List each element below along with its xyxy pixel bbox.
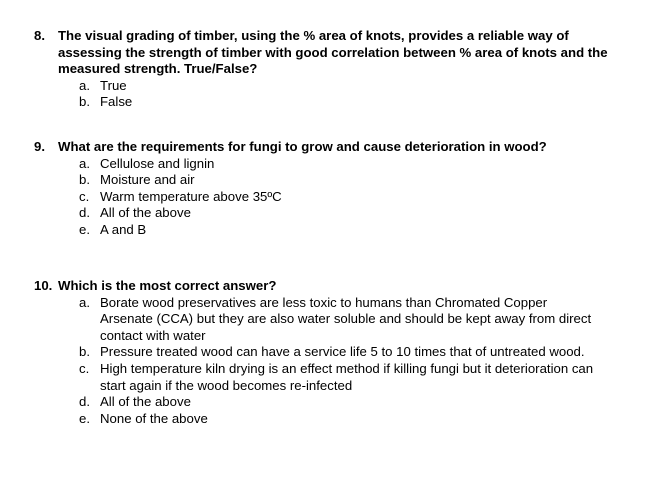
option-letter: c. bbox=[79, 188, 90, 204]
question-text: The visual grading of timber, using the % area of knots, provides a reliable way of assessing the strength of timber with good correlation between % area of knots and the measured strength. True/False? bbox=[58, 28, 608, 77]
option-b bbox=[0, 172, 650, 189]
option-text: Warm temperature above 35ºC bbox=[100, 188, 282, 204]
option-a bbox=[0, 295, 650, 345]
question-header bbox=[0, 278, 650, 295]
option-e bbox=[0, 411, 650, 428]
option-letter: e. bbox=[79, 221, 90, 237]
option-text: All of the above bbox=[100, 205, 191, 221]
option-text: None of the above bbox=[100, 410, 208, 426]
option-c bbox=[0, 361, 650, 394]
option-text: Cellulose and lignin bbox=[100, 155, 215, 171]
option-letter: b. bbox=[79, 94, 90, 110]
option-text: Pressure treated wood can have a service life 5 to 10 times that of untreated wood. bbox=[100, 344, 585, 360]
option-letter: a. bbox=[79, 294, 90, 310]
option-a bbox=[0, 78, 650, 95]
question-text: What are the requirements for fungi to grow and cause deterioration in wood? bbox=[58, 139, 547, 154]
option-d bbox=[0, 394, 650, 411]
option-letter: e. bbox=[79, 410, 90, 426]
option-letter: d. bbox=[79, 205, 90, 221]
option-d bbox=[0, 205, 650, 222]
option-letter: d. bbox=[79, 394, 90, 410]
question-9 bbox=[0, 139, 650, 239]
question-number: 10. bbox=[34, 278, 53, 293]
question-header bbox=[0, 28, 650, 78]
option-letter: a. bbox=[79, 155, 90, 171]
option-text: False bbox=[100, 94, 133, 110]
option-a bbox=[0, 156, 650, 173]
option-letter: c. bbox=[79, 360, 90, 376]
option-list bbox=[0, 295, 650, 428]
option-text: Borate wood preservatives are less toxic to humans than Chromated Copper Arsenate (CCA) but they are also water soluble and should be kept away from direct contact with water bbox=[100, 294, 592, 343]
option-text: Moisture and air bbox=[100, 172, 195, 188]
option-letter: b. bbox=[79, 344, 90, 360]
option-letter: b. bbox=[79, 172, 90, 188]
question-number: 9. bbox=[34, 139, 45, 154]
question-text: Which is the most correct answer? bbox=[58, 278, 277, 293]
option-list bbox=[0, 78, 650, 111]
option-list bbox=[0, 156, 650, 239]
option-text: High temperature kiln drying is an effect method if killing fungi but it deterioration can start again if the wood becomes re-infected bbox=[100, 360, 594, 393]
option-e bbox=[0, 222, 650, 239]
option-b bbox=[0, 94, 650, 111]
question-header bbox=[0, 139, 650, 156]
option-text: True bbox=[100, 77, 127, 93]
question-number: 8. bbox=[34, 28, 45, 43]
option-b bbox=[0, 344, 650, 361]
question-8 bbox=[0, 28, 650, 111]
question-10 bbox=[0, 278, 650, 427]
option-text: A and B bbox=[100, 221, 147, 237]
option-text: All of the above bbox=[100, 394, 191, 410]
option-c bbox=[0, 189, 650, 206]
option-letter: a. bbox=[79, 77, 90, 93]
